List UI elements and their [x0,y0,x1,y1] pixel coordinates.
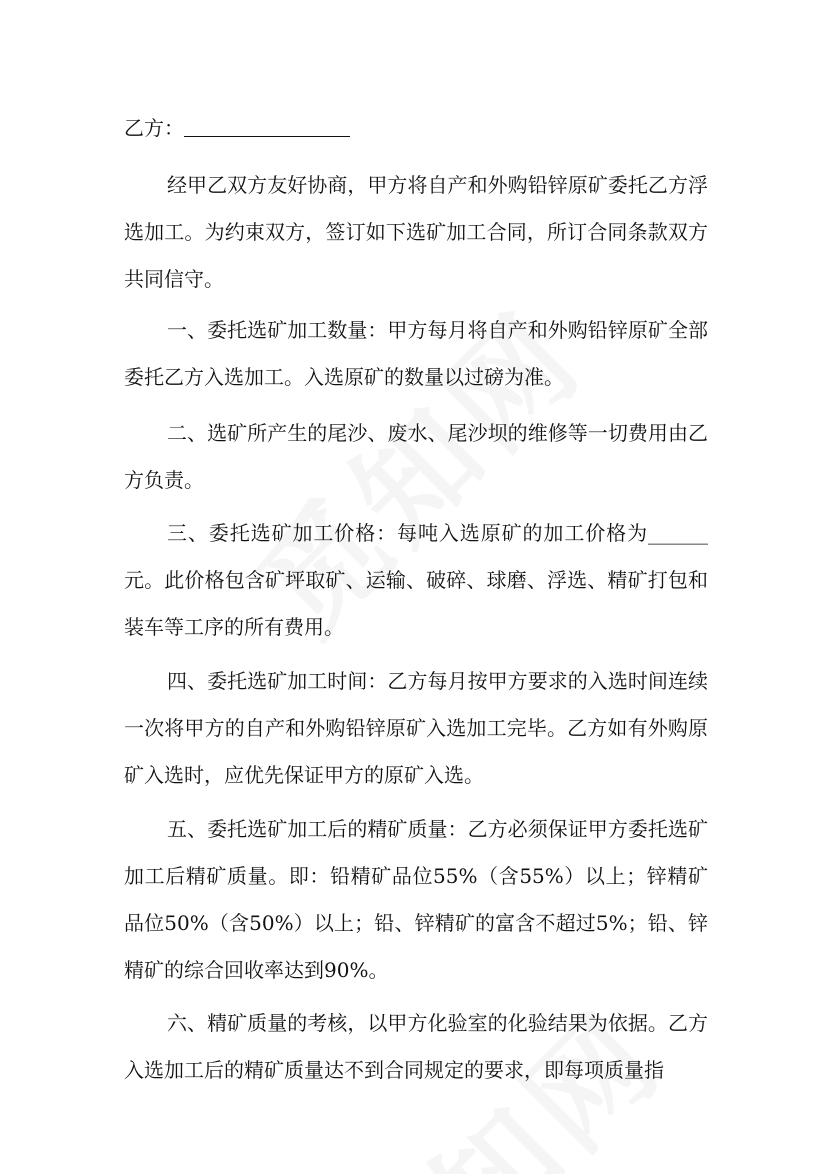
clause-5-quality: 五、委托选矿加工后的精矿质量：乙方必须保证甲方委托选矿加工后精矿质量。即：铅精矿品位55%（含55%）以上；锌精矿品位50%（含50%）以上；铅、锌精矿的富含不超过5%；铅、锌精矿的综合回收率达到90%。 [124,817,708,982]
clause-1-quantity: 一、委托选矿加工数量：甲方每月将自产和外购铅锌原矿全部委托乙方入选加工。入选原矿的数量以过磅为准。 [124,318,708,389]
party-b-blank [184,116,350,137]
intro-paragraph: 经甲乙双方友好协商，甲方将自产和外购铅锌原矿委托乙方浮选加工。为约束双方，签订如下选矿加工合同，所订合同条款双方共同信守。 [124,173,708,291]
clause-2-costs: 二、选矿所产生的尾沙、废水、尾沙坝的维修等一切费用由乙方负责。 [124,421,708,492]
party-b-line [124,105,708,152]
clause-4-time: 四、委托选矿加工时间：乙方每月按甲方要求的入选时间连续一次将甲方的自产和外购铅锌原矿入选加工完毕。乙方如有外购原矿入选时，应优先保证甲方的原矿入选。 [124,669,708,787]
party-b-label: 乙方： [124,116,184,140]
clause-6-assessment: 六、精矿质量的考核，以甲方化验室的化验结果为依据。乙方入选加工后的精矿质量达不到合同规定的要求，即每项质量指 [124,1011,708,1082]
clause-3-price: 三、委托选矿加工价格：每吨入选原矿的加工价格为______元。此价格包含矿坪取矿、运输、破碎、球磨、浮选、精矿打包和装车等工序的所有费用。 [124,521,708,639]
